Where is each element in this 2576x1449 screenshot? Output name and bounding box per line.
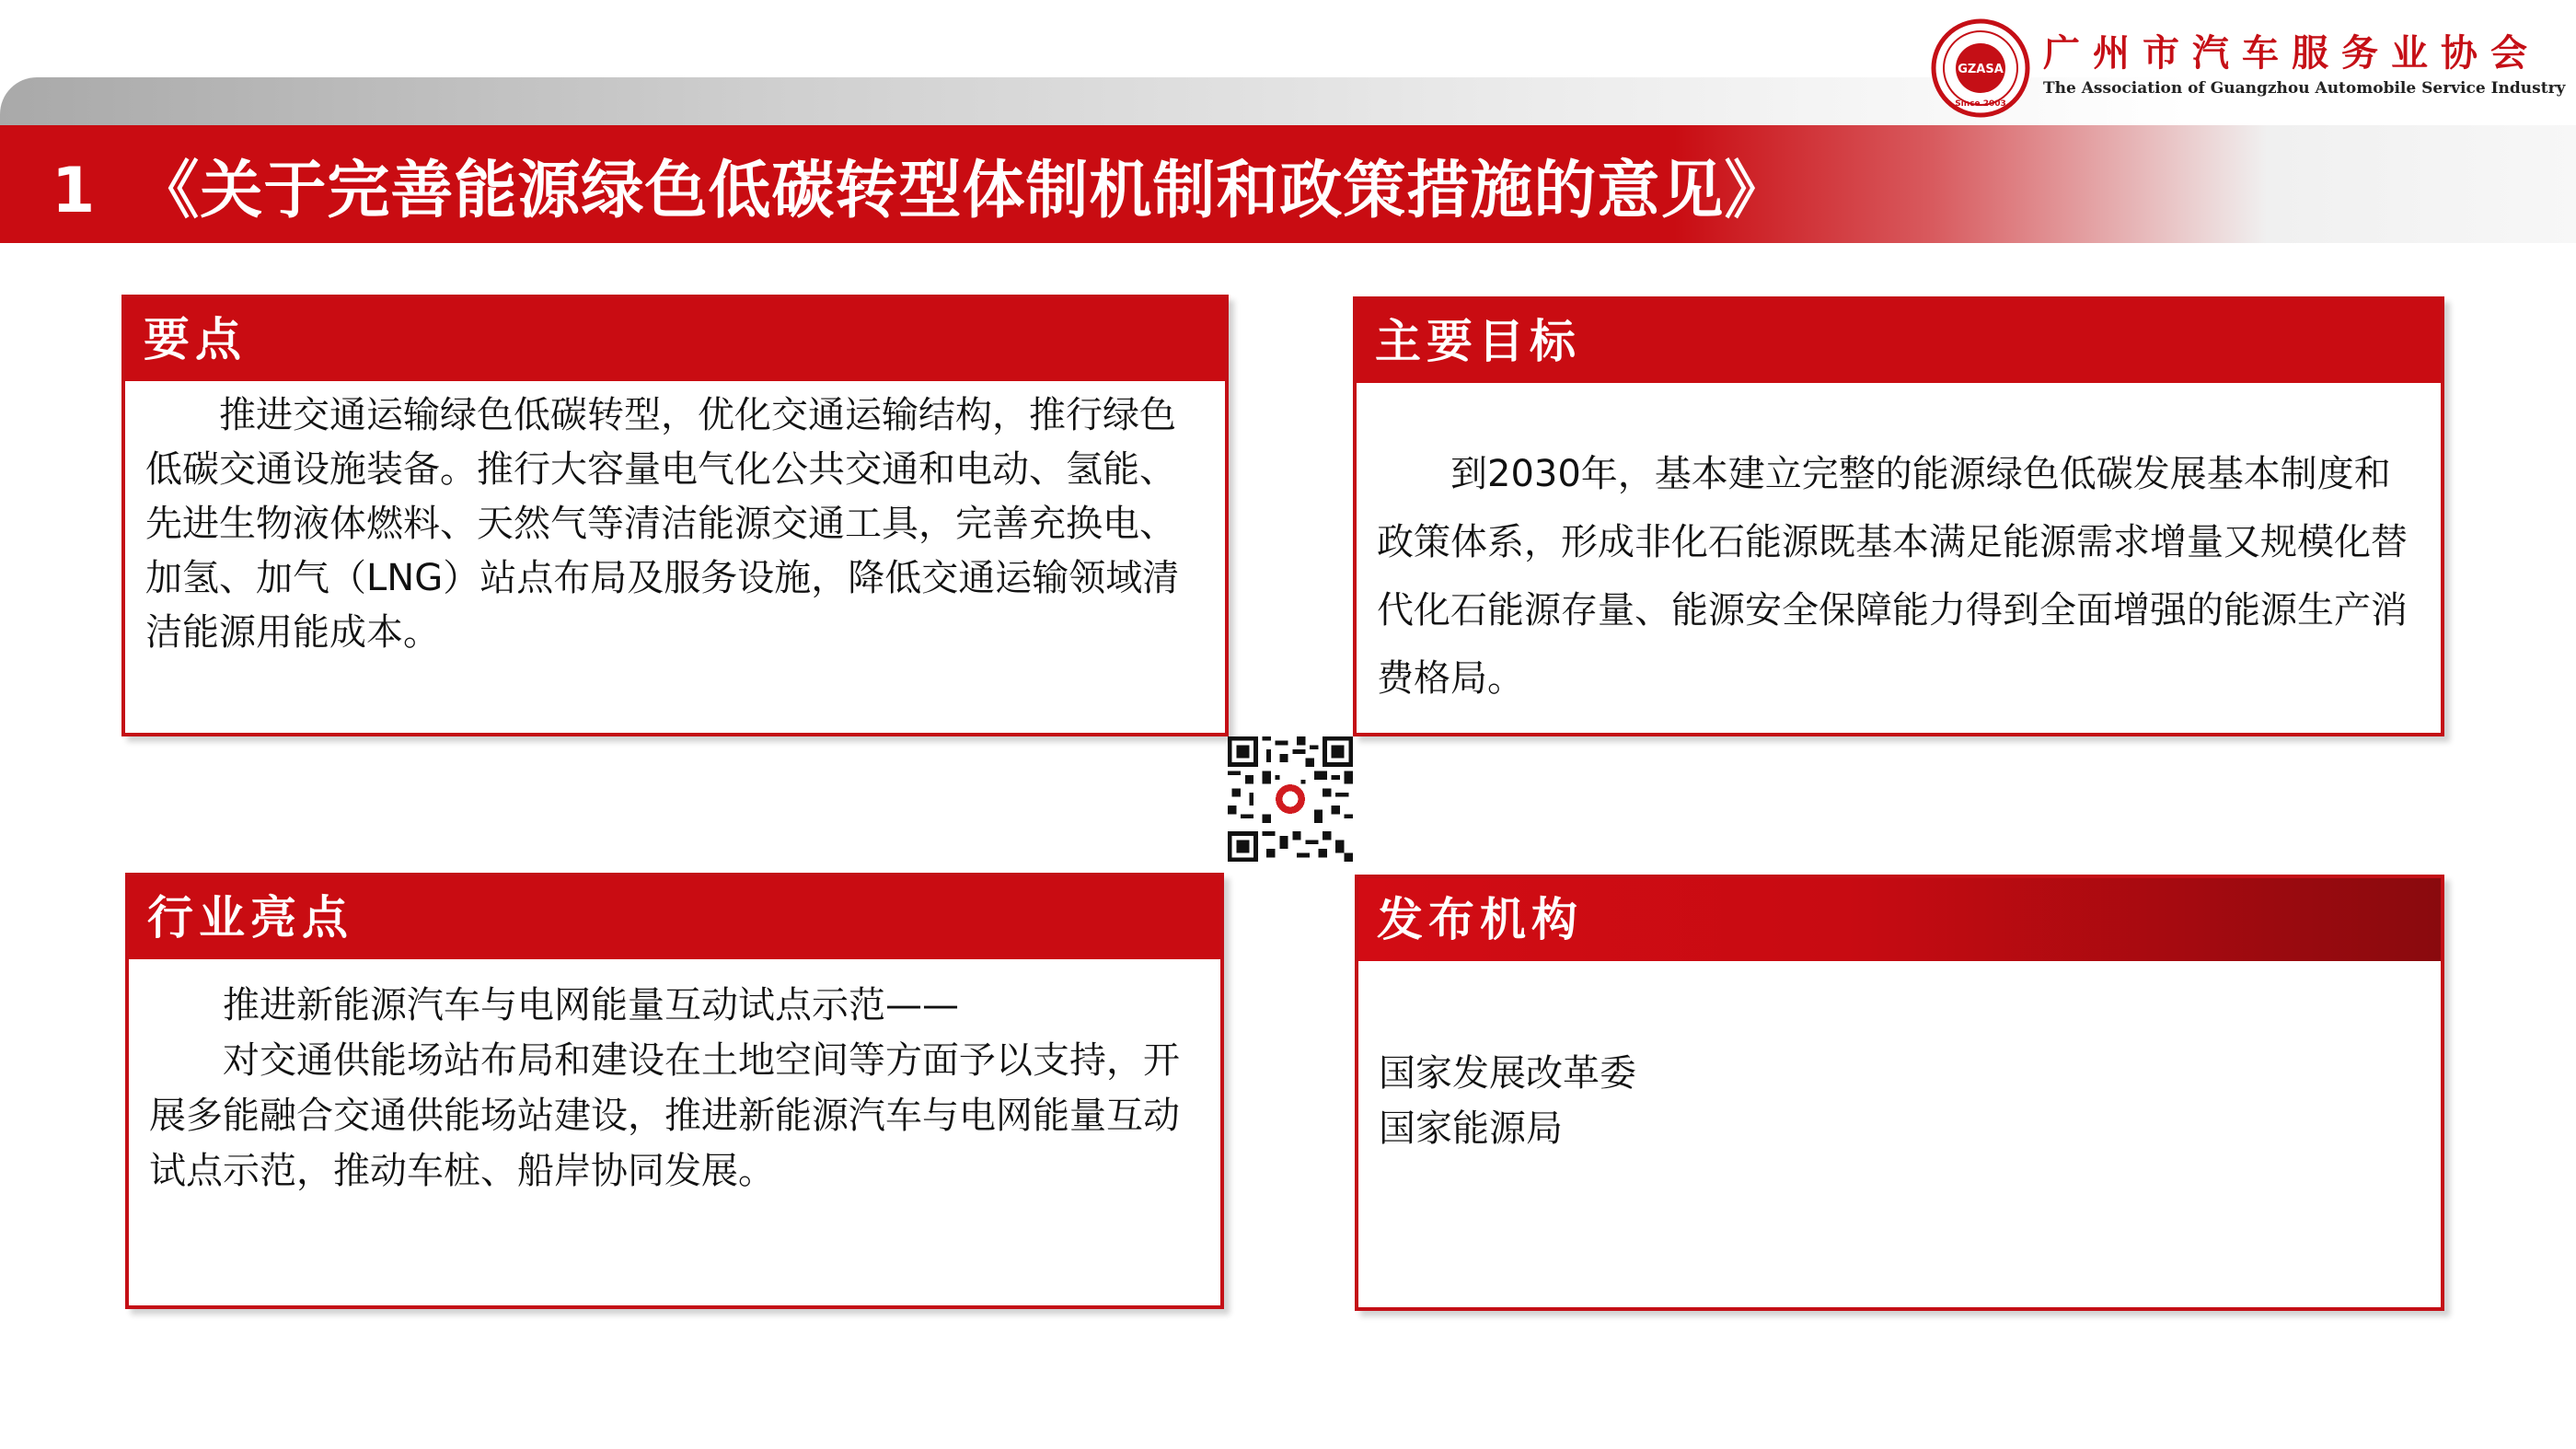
main-goals-panel — [1353, 296, 2444, 736]
main-goals-body — [1377, 440, 2420, 713]
association-name-cn: 广州市汽车服务业协会 — [2043, 32, 2540, 75]
seal-year: Since 2003 — [1955, 99, 2006, 109]
publisher-org-nea: 国家能源局 — [1379, 1107, 1563, 1150]
publisher-org-ndrc: 国家发展改革委 — [1379, 1052, 1636, 1095]
publisher-heading: 发布机构 — [1358, 878, 2441, 961]
key-points-body — [145, 388, 1205, 660]
main-goals-heading: 主要目标 — [1357, 300, 2441, 383]
page-title — [52, 145, 1787, 238]
key-points-panel — [121, 295, 1229, 736]
key-points-heading: 要点 — [125, 298, 1225, 381]
industry-highlights-line2: 对交通供能场站布局和建设在土地空间等方面予以支持，开展多能融合交通供能场站建设，推进新能源汽车与电网能量互动试点示范，推动车桩、船岸协同发展。 — [149, 1039, 1180, 1192]
association-logo — [1931, 18, 2575, 120]
publisher-body — [1379, 1046, 2420, 1156]
main-goals-text: 到2030年，基本建立完整的能源绿色低碳发展基本制度和政策体系，形成非化石能源既基本满足能源需求增量又规模化替代化石能源存量、能源安全保障能力得到全面增强的能源生产消费格局。 — [1377, 453, 2408, 700]
section-title: 《关于完善能源绿色低碳转型体制机制和政策措施的意见》 — [136, 155, 1788, 227]
key-points-text: 推进交通运输绿色低碳转型，优化交通运输结构，推行绿色低碳交通设施装备。推行大容量电气化公共交通和电动、氢能、先进生物液体燃料、天然气等清洁能源交通工具，完善充换电、加氢、加气（LNG）站点布局及服务设施，降低交通运输领域清洁能源用能成本。 — [145, 394, 1180, 654]
industry-highlights-panel — [125, 873, 1224, 1309]
association-seal-icon — [1931, 18, 2030, 118]
section-number: 1 — [52, 155, 97, 227]
publisher-panel — [1355, 875, 2444, 1311]
industry-highlights-line1: 推进新能源汽车与电网能量互动试点示范—— — [223, 984, 959, 1026]
seal-text: GZASA — [1958, 63, 2004, 76]
industry-highlights-heading: 行业亮点 — [129, 876, 1220, 959]
qr-code-icon — [1228, 736, 1353, 862]
industry-highlights-body — [149, 978, 1200, 1199]
association-name-en: The Association of Guangzhou Automobile Service Industry — [2043, 79, 2566, 98]
